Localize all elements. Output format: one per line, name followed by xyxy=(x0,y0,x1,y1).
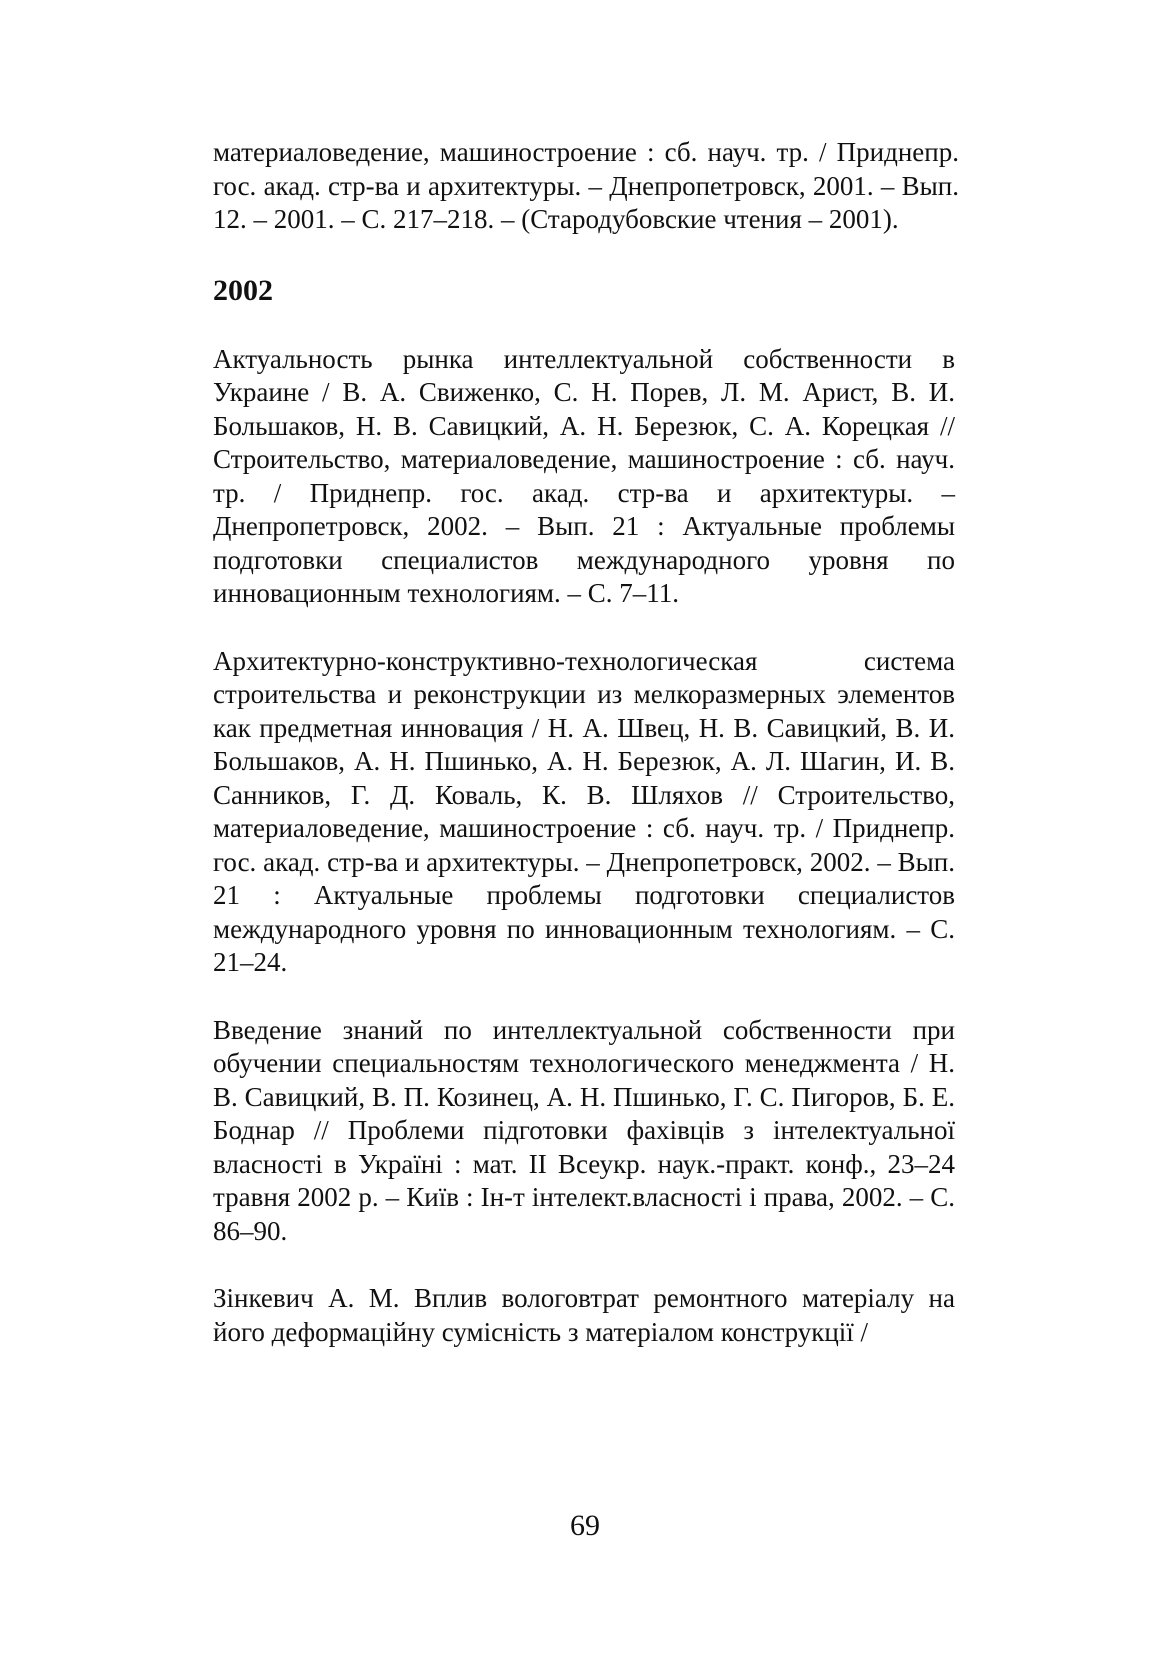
document-page xyxy=(213,136,959,1349)
page-number: 69 xyxy=(570,1509,600,1542)
year-heading: 2002 xyxy=(213,273,273,307)
bibliography-entry: Архитектурно-конструктивно-технологическая система строительства и реконструкции из мелкоразмерных элементов как предметная инновация / Н. А. Швец, Н. В. Савицкий, В. И. Большаков, А. Н. Пшинько, А. Н. Березюк, А. Л. Шагин, И. В. Санников, Г. Д. Коваль, К. В. Шляхов // Строительство, материаловедение, машиностроение : сб. науч. тр. / Приднепр. гос. акад. стр-ва и архитектуры. – Днепропетровск, 2002. – Вып. 21 : Актуальные проблемы подготовки специалистов международного уровня по инновационным технологиям. – С. 21–24. xyxy=(213,645,955,977)
bibliography-entry: Зінкевич А. М. Вплив вологовтрат ремонтного матеріалу на його деформаційну сумісність з матеріалом конструкції / xyxy=(213,1283,955,1347)
bibliography-entry: Актуальность рынка интеллектуальной собственности в Украине / В. А. Свиженко, С. Н. Порев, Л. М. Арист, В. И. Большаков, Н. В. Савицкий, А. Н. Березюк, С. А. Корецкая // Строительство, материаловедение, машиностроение : сб. науч. тр. / Приднепр. гос. акад. стр-ва и архитектуры. – Днепропетровск, 2002. – Вып. 21 : Актуальные проблемы подготовки специалистов международного уровня по инновационным технологиям. – С. 7–11. xyxy=(213,343,955,608)
continuation-text: материаловедение, машиностроение : сб. науч. тр. / Приднепр. гос. акад. стр-ва и архитектуры. – Днепропетровск, 2001. – Вып. 12. – 2001. – С. 217–218. – (Стародубовские чтения – 2001). xyxy=(213,137,959,234)
bibliography-entry: Введение знаний по интеллектуальной собственности при обучении специальностям технологического менеджмента / Н. В. Савицкий, В. П. Козинец, А. Н. Пшинько, Г. С. Пигоров, Б. Е. Боднар // Проблеми підготовки фахівців з інтелектуальної власності в Україні : мат. ІІ Всеукр. наук.-практ. конф., 23–24 травня 2002 р. – Київ : Ін-т інтелект.власності і права, 2002. – С. 86–90. xyxy=(213,1014,955,1246)
